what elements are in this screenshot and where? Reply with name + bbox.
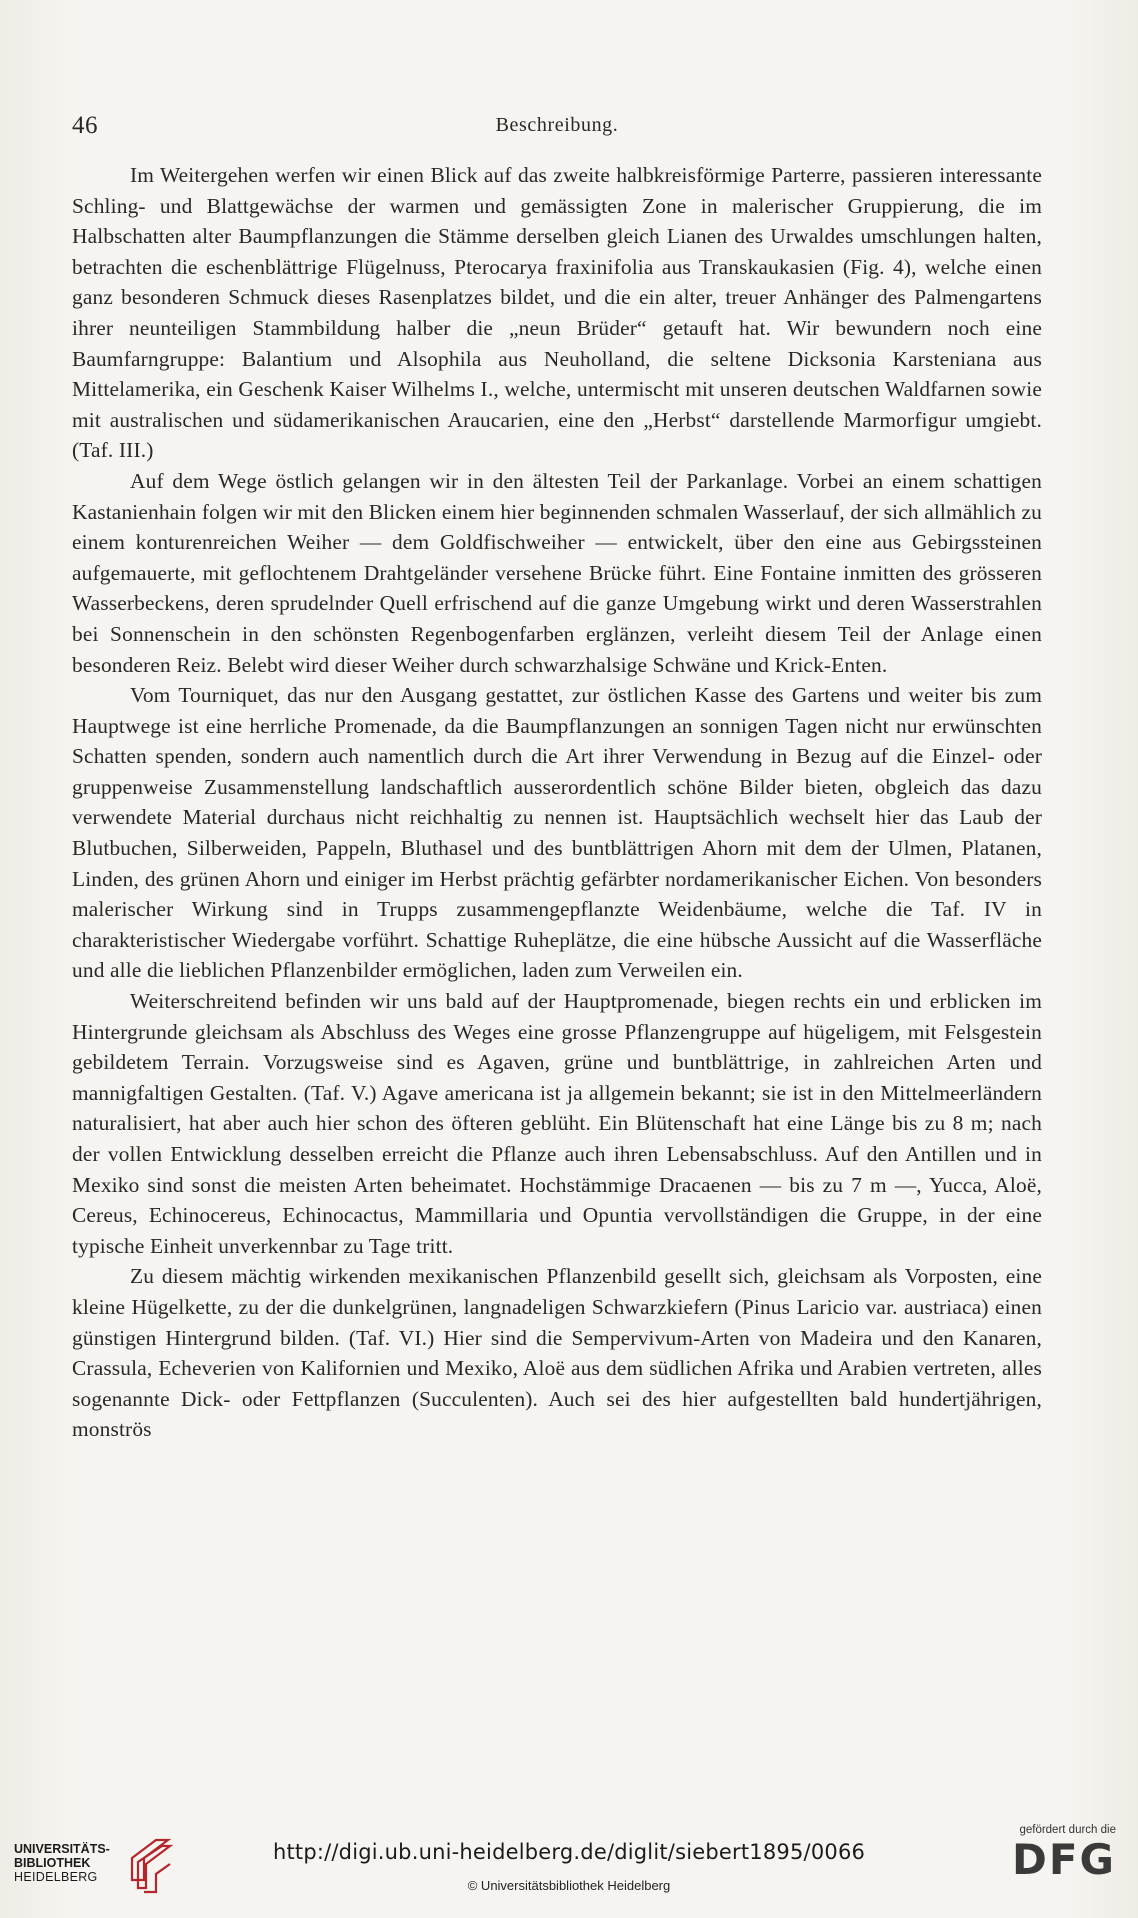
page-header — [72, 112, 1042, 148]
dfg-logo[interactable]: DFG — [1011, 1835, 1116, 1884]
paragraph: Zu diesem mächtig wirkenden mexikanischen Pflanzenbild gesellt sich, gleichsam als Vorposten, eine kleine Hügelkette, zu der die dunkelgrünen, langnadeligen Schwarzkiefern (Pinus Laricio var. austriaca) einen günstigen Hintergrund bilden. (Taf. VI.) Hier sind die Sempervivum-Arten von Madeira und den Kanaren, Crassula, Echeverien von Kalifornien und Mexiko, Aloë aus dem südlichen Afrika und Arabien vertreten, alles sogenannte Dick- oder Fettpflanzen (Succulenten). Auch sei des hier aufgestellten bald hundertjährigen, monströs — [72, 1264, 1042, 1442]
digitization-footer — [0, 1810, 1138, 1918]
body-text — [72, 160, 1042, 1445]
paragraph: Vom Tourniquet, das nur den Ausgang gestattet, zur östlichen Kasse des Gartens und weiter bis zum Hauptwege ist eine herrliche Promenade, da die Baumpflanzungen an sonnigen Tagen nicht nur erwünschten Schatten spenden, sondern auch namentlich durch die Art ihrer Verwendung in Bezug auf die Einzel- oder gruppenweise Zusammenstellung landschaftlich ausserordentlich schöne Bilder bieten, obgleich das dazu verwendete Material durchaus nicht reichhaltig zu nennen ist. Hauptsächlich wechselt hier das Laub der Blutbuchen, Silberweiden, Pappeln, Bluthasel und des buntblättrigen Ahorn mit dem der Ulmen, Platanen, Linden, des grünen Ahorn und einiger im Herbst prächtig gefärbter nordamerikanischer Eichen. Von besonders malerischer Wirkung sind in Trupps zusammengepflanzte Weidenbäume, welche die Taf. IV in charakteristischer Wiedergabe vorführt. Schattige Ruheplätze, die eine hübsche Aussicht auf die Wasserfläche und alle die lieblichen Pflanzenbilder ermöglichen, laden zum Verweilen ein. — [72, 683, 1042, 983]
running-head: Beschreibung. — [495, 114, 619, 136]
copyright-notice: © Universitätsbibliothek Heidelberg — [467, 1878, 671, 1893]
page-number: 46 — [72, 112, 98, 139]
funding-note: gefördert durch die — [1019, 1824, 1116, 1836]
paragraph: Weiterschreitend befinden wir uns bald auf der Hauptpromenade, biegen rechts ein und erblicken im Hintergrunde gleichsam als Abschluss des Weges eine grosse Pflanzengruppe auf hügeligem, mit Felsgestein gebildetem Terrain. Vorzugsweise sind es Agaven, grüne und buntblättrige, in zahlreichen Arten und mannigfaltigen Gestalten. (Taf. V.) Agave americana ist ja allgemein bekannt; sie ist in den Mittelmeerländern naturalisiert, hat aber auch hier schon des öfteren geblüht. Ein Blütenschaft hat eine Länge bis zu 8 m; nach der vollen Entwicklung desselben erreicht die Pflanze auch ihren Lebensabschluss. Auf den Antillen und in Mexiko sind sonst die meisten Arten beheimatet. Hochstämmige Dracaenen — bis zu 7 m —, Yucca, Aloë, Cereus, Echinocereus, Echinocactus, Mammillaria und Opuntia vervollständigen die Gruppe, in der eine typische Einheit unverkennbar zu Tage tritt. — [72, 989, 1042, 1258]
paragraph: Auf dem Wege östlich gelangen wir in den ältesten Teil der Parkanlage. Vorbei an einem schattigen Kastanienhain folgen wir mit den Blicken einem hier beginnenden schmalen Wasserlauf, der sich allmählich zu einem konturenreichen Weiher — dem Goldfischweiher — entwickelt, über den eine aus Gebirgssteinen aufgemauerte, mit geflochtenem Drahtgeländer versehene Brücke führt. Eine Fontaine inmitten des grösseren Wasserbeckens, deren sprudelnder Quell erfrischend auf die ganze Umgebung wirkt und deren Wasserstrahlen bei Sonnenschein in den schönsten Regenbogenfarben erglänzen, verleiht diesem Teil der Anlage einen besonderen Reiz. Belebt wird dieser Weiher durch schwarzhalsige Schwäne und Krick-Enten. — [72, 468, 1042, 677]
permalink-url[interactable]: http://digi.ub.uni-heidelberg.de/diglit/siebert1895/0066 — [272, 1840, 866, 1864]
library-name-line3: HEIDELBERG — [14, 1870, 98, 1884]
funder-block — [1006, 1824, 1116, 1904]
library-name-line2: BIBLIOTHEK — [14, 1856, 91, 1870]
library-name-line1: UNIVERSITÄTS- — [14, 1842, 110, 1856]
paragraph: Im Weitergehen werfen wir einen Blick auf das zweite halbkreisförmige Parterre, passieren interessante Schling- und Blattgewächse der warmen und gemässigten Zone in malerischer Gruppierung, die im Halbschatten alter Baumpflanzungen die Stämme derselben gleich Lianen des Urwaldes umschlungen halten, betrachten die eschenblättrige Flügelnuss, Pterocarya fraxinifolia aus Transkaukasien (Fig. 4), welche einen ganz besonderen Schmuck dieses Rasenplatzes bildet, und die ein alter, treuer Anhänger des Palmengartens ihrer neunteiligen Stammbildung halber die „neun Brüder“ getauft hat. Wir bewundern noch eine Baumfarngruppe: Balantium und Alsophila aus Neuholland, die seltene Dicksonia Karsteniana aus Mittelamerika, ein Geschenk Kaiser Wilhelms I., welche, untermischt mit unseren deutschen Waldfarnen sowie mit australischen und südamerikanischen Araucarien, eine den „Herbst“ darstellende Marmorfigur umgiebt. (Taf. III.) — [72, 163, 1042, 463]
